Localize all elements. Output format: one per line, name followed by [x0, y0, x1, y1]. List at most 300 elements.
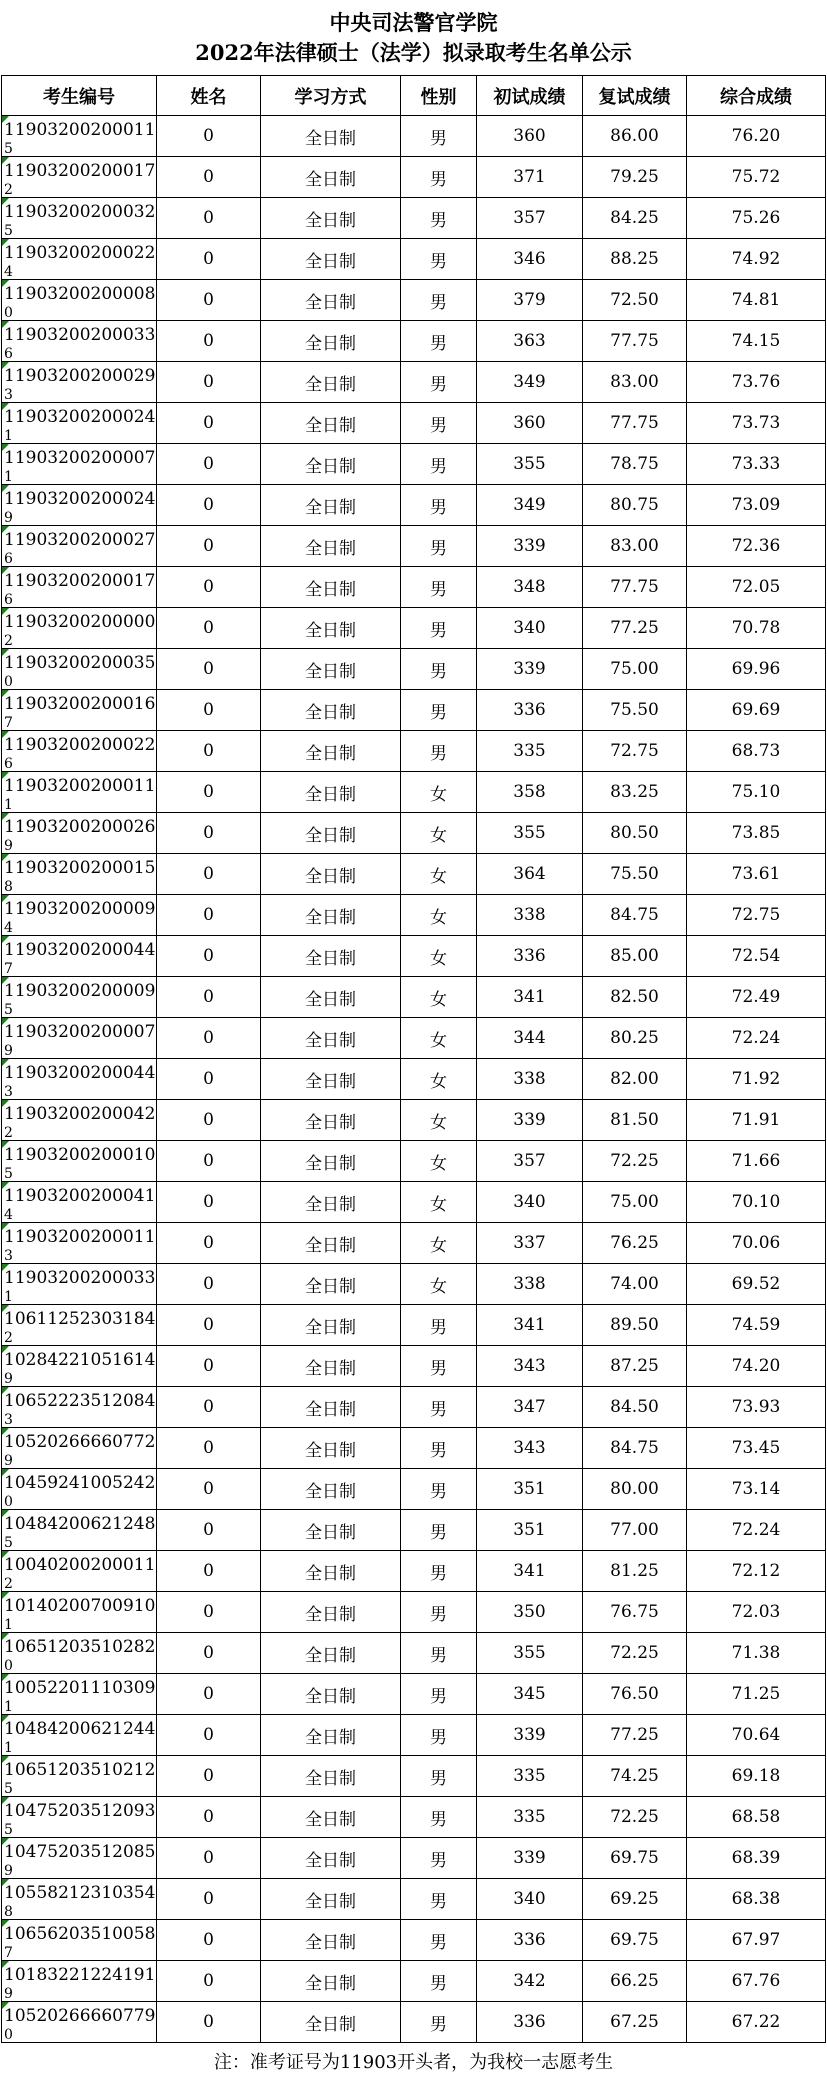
gender-cell: 男	[401, 1387, 477, 1428]
study-mode-cell: 全日制	[261, 116, 401, 157]
candidate-id-overflow-digit: 7	[4, 715, 13, 731]
initial-score-cell: 335	[477, 1756, 583, 1797]
initial-score-cell: 341	[477, 1551, 583, 1592]
name-cell: 0	[157, 690, 261, 731]
gender-cell: 男	[401, 403, 477, 444]
gender-cell: 女	[401, 813, 477, 854]
name-cell: 0	[157, 1633, 261, 1674]
document-title: 中央司法警官学院	[329, 10, 498, 35]
candidate-id-overflow-digit: 9	[4, 1043, 13, 1059]
total-score-cell: 67.76	[687, 1961, 826, 2002]
candidate-id-cell	[2, 526, 157, 567]
name-cell: 0	[157, 1387, 261, 1428]
total-score-cell: 75.26	[687, 198, 826, 239]
retest-score-cell: 85.00	[583, 936, 687, 977]
name-cell: 0	[157, 2002, 261, 2043]
table-row	[2, 485, 826, 526]
candidate-id-cell	[2, 1674, 157, 1715]
candidate-id-main: 11903200200027	[4, 530, 156, 550]
initial-score-cell: 336	[477, 2002, 583, 2043]
table-row	[2, 936, 826, 977]
retest-score-cell: 81.50	[583, 1100, 687, 1141]
retest-score-cell: 66.25	[583, 1961, 687, 2002]
candidate-id-overflow-digit: 9	[4, 1863, 13, 1879]
retest-score-cell: 72.25	[583, 1797, 687, 1838]
initial-score-cell: 343	[477, 1428, 583, 1469]
table-row	[2, 1961, 826, 2002]
table-row	[2, 1592, 826, 1633]
candidate-id-overflow-digit: 0	[4, 1494, 13, 1510]
candidate-id-overflow-digit: 5	[4, 1822, 13, 1838]
retest-score-cell: 81.25	[583, 1551, 687, 1592]
candidate-id-cell	[2, 854, 157, 895]
candidate-id-overflow-digit: 6	[4, 346, 13, 362]
name-cell: 0	[157, 772, 261, 813]
gender-cell: 女	[401, 1264, 477, 1305]
candidate-id-cell	[2, 813, 157, 854]
table-row	[2, 1100, 826, 1141]
candidate-id-cell	[2, 608, 157, 649]
total-score-cell: 72.03	[687, 1592, 826, 1633]
initial-score-cell: 336	[477, 936, 583, 977]
candidate-id-main: 10484200621244	[4, 1719, 156, 1739]
gender-cell: 女	[401, 772, 477, 813]
gender-cell: 男	[401, 198, 477, 239]
name-cell: 0	[157, 1346, 261, 1387]
study-mode-cell: 全日制	[261, 813, 401, 854]
candidate-id-cell	[2, 403, 157, 444]
candidate-id-cell	[2, 1059, 157, 1100]
candidate-id-main: 10520266660772	[4, 1432, 156, 1452]
total-score-cell: 73.73	[687, 403, 826, 444]
retest-score-cell: 74.00	[583, 1264, 687, 1305]
gender-cell: 男	[401, 649, 477, 690]
name-cell: 0	[157, 321, 261, 362]
initial-score-cell: 339	[477, 1838, 583, 1879]
initial-score-cell: 371	[477, 157, 583, 198]
candidate-id-cell	[2, 1961, 157, 2002]
study-mode-cell: 全日制	[261, 690, 401, 731]
candidate-id-main: 10558212310354	[4, 1883, 156, 1903]
initial-score-cell: 360	[477, 403, 583, 444]
name-cell: 0	[157, 1592, 261, 1633]
total-score-cell: 74.92	[687, 239, 826, 280]
candidate-id-main: 11903200200008	[4, 284, 156, 304]
candidate-id-cell	[2, 895, 157, 936]
name-cell: 0	[157, 157, 261, 198]
total-score-cell: 72.05	[687, 567, 826, 608]
candidate-id-main: 10651203510282	[4, 1637, 156, 1657]
table-row	[2, 813, 826, 854]
name-cell: 0	[157, 731, 261, 772]
total-score-cell: 72.49	[687, 977, 826, 1018]
table-row	[2, 649, 826, 690]
study-mode-cell: 全日制	[261, 608, 401, 649]
candidate-id-main: 11903200200010	[4, 1145, 156, 1165]
table-row	[2, 444, 826, 485]
candidate-id-main: 10520266660779	[4, 2006, 156, 2026]
total-score-cell: 75.72	[687, 157, 826, 198]
total-score-cell: 71.25	[687, 1674, 826, 1715]
gender-cell: 男	[401, 1961, 477, 2002]
retest-score-cell: 84.75	[583, 895, 687, 936]
candidate-id-cell	[2, 567, 157, 608]
candidate-id-main: 11903200200011	[4, 776, 156, 796]
candidate-id-main: 11903200200000	[4, 612, 156, 632]
gender-cell: 男	[401, 1305, 477, 1346]
candidate-id-cell	[2, 1469, 157, 1510]
retest-score-cell: 77.75	[583, 567, 687, 608]
candidate-id-cell	[2, 321, 157, 362]
total-score-cell: 73.14	[687, 1469, 826, 1510]
candidate-id-cell	[2, 1510, 157, 1551]
study-mode-cell: 全日制	[261, 403, 401, 444]
total-score-cell: 73.61	[687, 854, 826, 895]
initial-score-cell: 355	[477, 444, 583, 485]
name-cell: 0	[157, 1551, 261, 1592]
initial-score-cell: 357	[477, 1141, 583, 1182]
candidate-id-cell	[2, 1018, 157, 1059]
candidate-id-cell	[2, 1797, 157, 1838]
name-cell: 0	[157, 1469, 261, 1510]
candidate-id-overflow-digit: 8	[4, 1904, 13, 1920]
study-mode-cell: 全日制	[261, 895, 401, 936]
table-row	[2, 1059, 826, 1100]
candidate-id-overflow-digit: 4	[4, 920, 13, 936]
total-score-cell: 70.78	[687, 608, 826, 649]
name-cell: 0	[157, 977, 261, 1018]
initial-score-cell: 339	[477, 649, 583, 690]
total-score-cell: 73.76	[687, 362, 826, 403]
retest-score-cell: 76.50	[583, 1674, 687, 1715]
retest-score-cell: 84.75	[583, 1428, 687, 1469]
candidate-id-overflow-digit: 5	[4, 1781, 13, 1797]
study-mode-cell: 全日制	[261, 1633, 401, 1674]
gender-cell: 男	[401, 280, 477, 321]
candidate-id-main: 10040200200011	[4, 1555, 156, 1575]
gender-cell: 男	[401, 1346, 477, 1387]
table-row	[2, 1387, 826, 1428]
table-row	[2, 157, 826, 198]
study-mode-cell: 全日制	[261, 1387, 401, 1428]
candidate-id-overflow-digit: 0	[4, 674, 13, 690]
table-row	[2, 772, 826, 813]
gender-cell: 男	[401, 526, 477, 567]
retest-score-cell: 80.25	[583, 1018, 687, 1059]
candidate-id-cell	[2, 977, 157, 1018]
candidate-id-cell	[2, 1633, 157, 1674]
retest-score-cell: 72.25	[583, 1141, 687, 1182]
study-mode-cell: 全日制	[261, 1715, 401, 1756]
total-score-cell: 73.09	[687, 485, 826, 526]
study-mode-cell: 全日制	[261, 772, 401, 813]
initial-score-cell: 343	[477, 1346, 583, 1387]
study-mode-cell: 全日制	[261, 1674, 401, 1715]
candidate-id-cell	[2, 1838, 157, 1879]
candidate-id-overflow-digit: 1	[4, 1289, 13, 1305]
candidate-id-overflow-digit: 2	[4, 1576, 13, 1592]
gender-cell: 女	[401, 936, 477, 977]
initial-score-cell: 349	[477, 485, 583, 526]
table-row	[2, 731, 826, 772]
candidate-id-cell	[2, 362, 157, 403]
candidate-id-cell	[2, 1920, 157, 1961]
name-cell: 0	[157, 649, 261, 690]
initial-score-cell: 336	[477, 690, 583, 731]
retest-score-cell: 86.00	[583, 116, 687, 157]
gender-cell: 男	[401, 1592, 477, 1633]
table-row	[2, 1797, 826, 1838]
name-cell: 0	[157, 1059, 261, 1100]
gender-cell: 男	[401, 321, 477, 362]
candidate-id-cell	[2, 1182, 157, 1223]
gender-cell: 男	[401, 608, 477, 649]
candidate-id-overflow-digit: 3	[4, 1412, 13, 1428]
candidate-id-overflow-digit: 5	[4, 223, 13, 239]
candidate-id-main: 11903200200016	[4, 694, 156, 714]
total-score-cell: 68.38	[687, 1879, 826, 1920]
table-row	[2, 895, 826, 936]
candidate-id-cell	[2, 280, 157, 321]
retest-score-cell: 83.00	[583, 526, 687, 567]
total-score-cell: 70.64	[687, 1715, 826, 1756]
retest-score-cell: 72.50	[583, 280, 687, 321]
total-score-cell: 69.69	[687, 690, 826, 731]
retest-score-cell: 83.25	[583, 772, 687, 813]
candidate-id-main: 11903200200007	[4, 448, 156, 468]
candidate-id-overflow-digit: 1	[4, 1740, 13, 1756]
retest-score-cell: 80.75	[583, 485, 687, 526]
candidate-id-overflow-digit: 9	[4, 1453, 13, 1469]
candidate-id-main: 11903200200044	[4, 1063, 156, 1083]
name-cell: 0	[157, 936, 261, 977]
gender-cell: 男	[401, 1551, 477, 1592]
study-mode-cell: 全日制	[261, 854, 401, 895]
gender-cell: 男	[401, 1797, 477, 1838]
gender-cell: 女	[401, 854, 477, 895]
retest-score-cell: 72.25	[583, 1633, 687, 1674]
initial-score-cell: 349	[477, 362, 583, 403]
candidate-id-main: 11903200200009	[4, 899, 156, 919]
table-row	[2, 1428, 826, 1469]
name-cell: 0	[157, 362, 261, 403]
candidate-id-overflow-digit: 5	[4, 141, 13, 157]
retest-score-cell: 83.00	[583, 362, 687, 403]
study-mode-cell: 全日制	[261, 1264, 401, 1305]
initial-score-cell: 344	[477, 1018, 583, 1059]
initial-score-cell: 337	[477, 1223, 583, 1264]
gender-cell: 男	[401, 567, 477, 608]
candidate-id-overflow-digit: 2	[4, 1125, 13, 1141]
study-mode-cell: 全日制	[261, 1510, 401, 1551]
gender-cell: 男	[401, 1756, 477, 1797]
candidate-id-overflow-digit: 1	[4, 428, 13, 444]
initial-score-cell: 355	[477, 813, 583, 854]
table-row	[2, 977, 826, 1018]
candidate-id-cell	[2, 1141, 157, 1182]
gender-cell: 男	[401, 362, 477, 403]
total-score-cell: 72.24	[687, 1018, 826, 1059]
retest-score-cell: 84.25	[583, 198, 687, 239]
name-cell: 0	[157, 526, 261, 567]
candidate-id-cell	[2, 1879, 157, 1920]
candidate-id-main: 10651203510212	[4, 1760, 156, 1780]
candidate-id-main: 11903200200026	[4, 817, 156, 837]
candidate-id-cell	[2, 1346, 157, 1387]
initial-score-cell: 338	[477, 1264, 583, 1305]
table-row	[2, 1633, 826, 1674]
candidate-id-main: 10475203512093	[4, 1801, 156, 1821]
candidate-id-overflow-digit: 1	[4, 1699, 13, 1715]
table-row	[2, 1182, 826, 1223]
study-mode-cell: 全日制	[261, 1879, 401, 1920]
gender-cell: 男	[401, 1879, 477, 1920]
table-row	[2, 1510, 826, 1551]
candidate-id-cell	[2, 157, 157, 198]
candidate-id-cell	[2, 1223, 157, 1264]
initial-score-cell: 340	[477, 1182, 583, 1223]
total-score-cell: 73.85	[687, 813, 826, 854]
retest-score-cell: 75.00	[583, 649, 687, 690]
total-score-cell: 71.92	[687, 1059, 826, 1100]
table-row	[2, 1879, 826, 1920]
header-retest-score: 复试成绩	[583, 76, 687, 116]
gender-cell: 男	[401, 1920, 477, 1961]
total-score-cell: 73.33	[687, 444, 826, 485]
initial-score-cell: 335	[477, 1797, 583, 1838]
initial-score-cell: 339	[477, 526, 583, 567]
candidate-id-main: 10656203510058	[4, 1924, 156, 1944]
table-row	[2, 116, 826, 157]
candidate-id-main: 11903200200011	[4, 120, 156, 140]
name-cell: 0	[157, 1018, 261, 1059]
name-cell: 0	[157, 608, 261, 649]
candidate-id-overflow-digit: 2	[4, 1330, 13, 1346]
candidate-id-main: 11903200200033	[4, 325, 156, 345]
table-row	[2, 280, 826, 321]
candidate-id-overflow-digit: 0	[4, 1658, 13, 1674]
candidate-id-overflow-digit: 9	[4, 838, 13, 854]
study-mode-cell: 全日制	[261, 1223, 401, 1264]
name-cell: 0	[157, 1715, 261, 1756]
candidate-id-overflow-digit: 6	[4, 551, 13, 567]
retest-score-cell: 75.50	[583, 690, 687, 731]
retest-score-cell: 74.25	[583, 1756, 687, 1797]
candidate-id-overflow-digit: 2	[4, 633, 13, 649]
candidate-id-cell	[2, 1715, 157, 1756]
total-score-cell: 71.91	[687, 1100, 826, 1141]
initial-score-cell: 357	[477, 198, 583, 239]
table-row	[2, 1305, 826, 1346]
initial-score-cell: 355	[477, 1633, 583, 1674]
candidate-id-cell	[2, 936, 157, 977]
candidate-id-overflow-digit: 8	[4, 879, 13, 895]
candidate-id-overflow-digit: 5	[4, 1535, 13, 1551]
retest-score-cell: 87.25	[583, 1346, 687, 1387]
name-cell: 0	[157, 567, 261, 608]
candidate-id-main: 11903200200017	[4, 571, 156, 591]
candidate-id-overflow-digit: 0	[4, 305, 13, 321]
name-cell: 0	[157, 1264, 261, 1305]
initial-score-cell: 340	[477, 608, 583, 649]
candidate-id-main: 10459241005242	[4, 1473, 156, 1493]
total-score-cell: 67.22	[687, 2002, 826, 2043]
name-cell: 0	[157, 444, 261, 485]
retest-score-cell: 82.00	[583, 1059, 687, 1100]
study-mode-cell: 全日制	[261, 1756, 401, 1797]
candidate-id-overflow-digit: 1	[4, 1617, 13, 1633]
table-row	[2, 1838, 826, 1879]
initial-score-cell: 345	[477, 1674, 583, 1715]
candidate-id-overflow-digit: 6	[4, 592, 13, 608]
initial-score-cell: 360	[477, 116, 583, 157]
total-score-cell: 68.58	[687, 1797, 826, 1838]
name-cell: 0	[157, 403, 261, 444]
initial-score-cell: 350	[477, 1592, 583, 1633]
study-mode-cell: 全日制	[261, 1428, 401, 1469]
retest-score-cell: 75.50	[583, 854, 687, 895]
table-body	[2, 116, 826, 2043]
initial-score-cell: 338	[477, 1059, 583, 1100]
table-row	[2, 198, 826, 239]
retest-score-cell: 69.75	[583, 1838, 687, 1879]
candidate-id-main: 11903200200022	[4, 735, 156, 755]
table-row	[2, 362, 826, 403]
candidate-id-overflow-digit: 3	[4, 1248, 13, 1264]
gender-cell: 男	[401, 1715, 477, 1756]
candidate-id-overflow-digit: 1	[4, 469, 13, 485]
retest-score-cell: 77.75	[583, 403, 687, 444]
table-row	[2, 1018, 826, 1059]
total-score-cell: 73.93	[687, 1387, 826, 1428]
initial-score-cell: 339	[477, 1100, 583, 1141]
study-mode-cell: 全日制	[261, 1141, 401, 1182]
initial-score-cell: 342	[477, 1961, 583, 2002]
name-cell: 0	[157, 1223, 261, 1264]
candidate-id-overflow-digit: 7	[4, 1945, 13, 1961]
table-row	[2, 1715, 826, 1756]
study-mode-cell: 全日制	[261, 239, 401, 280]
name-cell: 0	[157, 485, 261, 526]
total-score-cell: 74.15	[687, 321, 826, 362]
retest-score-cell: 84.50	[583, 1387, 687, 1428]
candidate-id-main: 10652223512084	[4, 1391, 156, 1411]
total-score-cell: 72.24	[687, 1510, 826, 1551]
total-score-cell: 72.12	[687, 1551, 826, 1592]
gender-cell: 男	[401, 1633, 477, 1674]
table-header-row	[2, 76, 826, 116]
gender-cell: 女	[401, 1182, 477, 1223]
study-mode-cell: 全日制	[261, 1346, 401, 1387]
gender-cell: 女	[401, 1223, 477, 1264]
study-mode-cell: 全日制	[261, 1059, 401, 1100]
header-total-score: 综合成绩	[687, 76, 826, 116]
candidate-id-overflow-digit: 3	[4, 1084, 13, 1100]
table-row	[2, 1141, 826, 1182]
study-mode-cell: 全日制	[261, 485, 401, 526]
table-row	[2, 1346, 826, 1387]
total-score-cell: 69.18	[687, 1756, 826, 1797]
study-mode-cell: 全日制	[261, 444, 401, 485]
name-cell: 0	[157, 813, 261, 854]
study-mode-cell: 全日制	[261, 567, 401, 608]
retest-score-cell: 79.25	[583, 157, 687, 198]
name-cell: 0	[157, 239, 261, 280]
total-score-cell: 70.06	[687, 1223, 826, 1264]
header-study-mode: 学习方式	[261, 76, 401, 116]
candidate-id-cell	[2, 444, 157, 485]
table-row	[2, 403, 826, 444]
